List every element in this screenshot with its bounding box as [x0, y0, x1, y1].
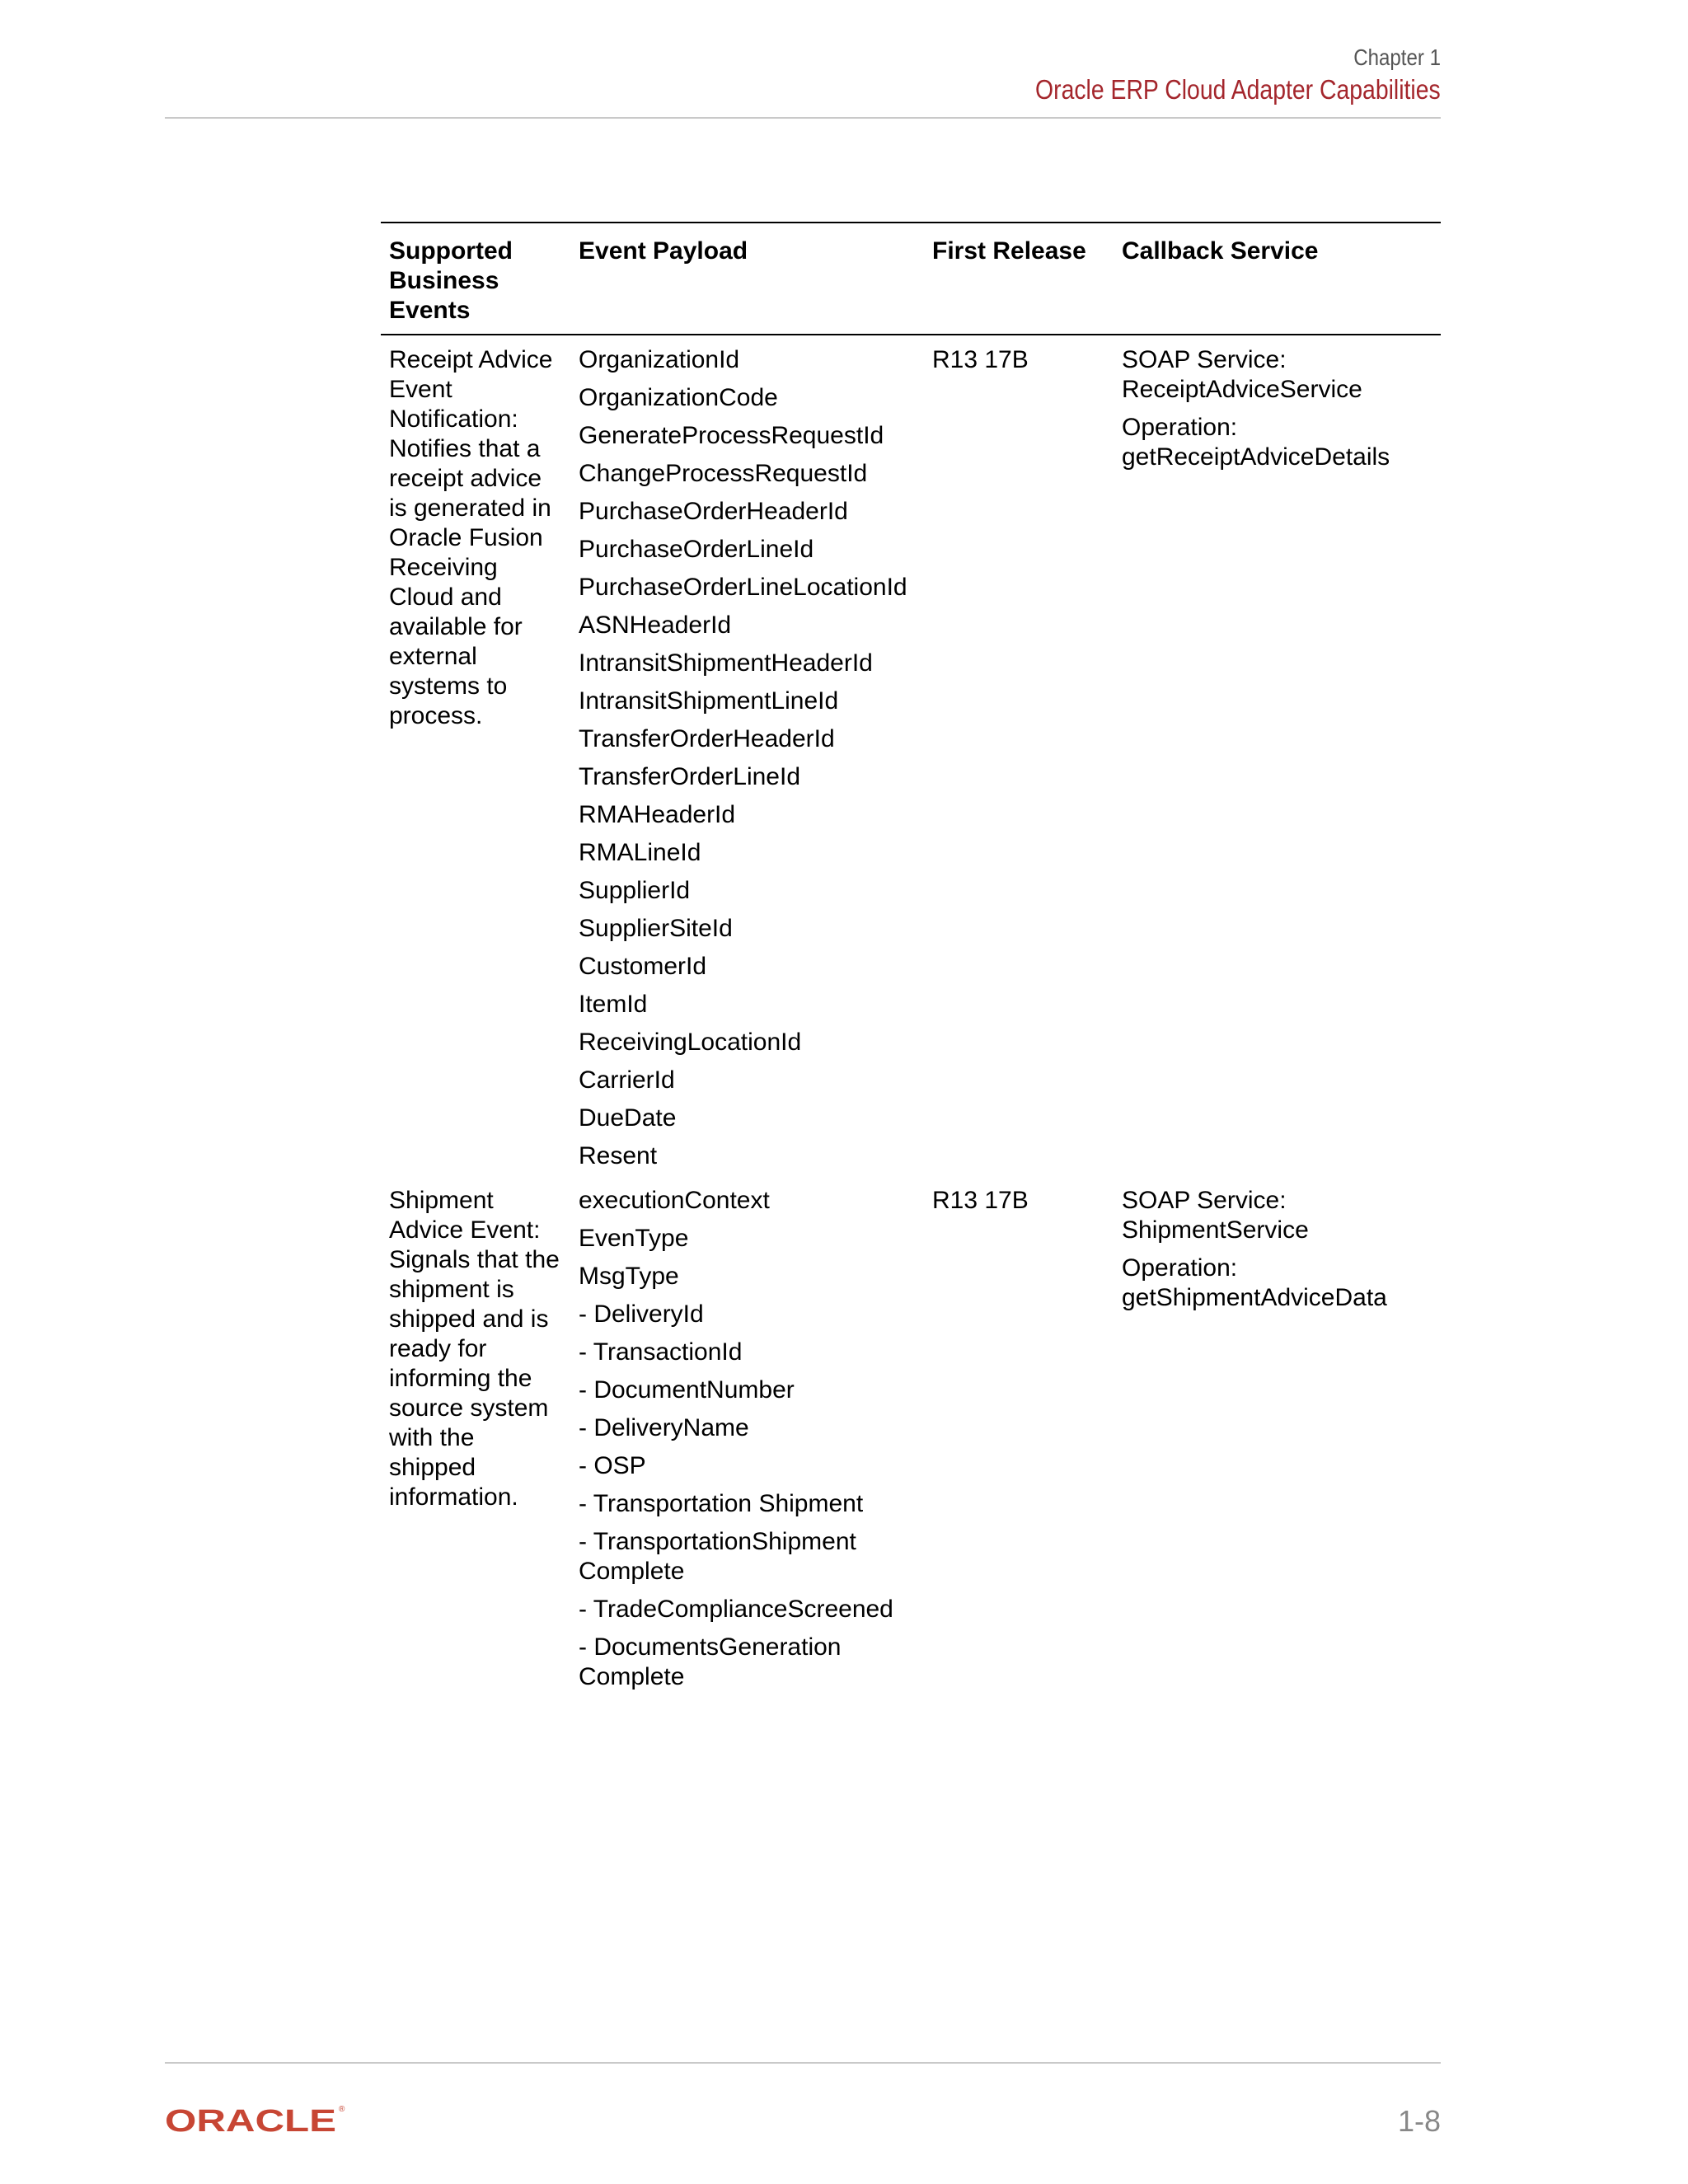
- payload-item: PurchaseOrderLineLocationId: [579, 574, 907, 601]
- event-description: Receipt Advice Event Notification: Notifies that a receipt advice is generated in Oracle Fusion Receiving Cloud and available for external systems to process.: [389, 346, 553, 729]
- callback-service-cell: [1114, 335, 1441, 1179]
- operation: [1122, 413, 1432, 472]
- payload-list: [579, 345, 916, 1171]
- first-release: R13 17B: [932, 346, 1029, 373]
- first-release: R13 17B: [932, 1187, 1029, 1214]
- payload-item: OrganizationId: [579, 346, 740, 373]
- column-header-events: Supported Business Events: [389, 237, 513, 324]
- column-header-release: First Release: [932, 237, 1086, 265]
- payload-item: TransferOrderLineId: [579, 763, 801, 790]
- table-row: [381, 335, 1441, 1179]
- soap-service-label: SOAP Service:: [1122, 346, 1287, 373]
- event-payload-cell: [570, 335, 924, 1179]
- payload-item: MsgType: [579, 1263, 679, 1290]
- table-row: [381, 1179, 1441, 1700]
- oracle-logo-text: ORACLE: [165, 2104, 336, 2136]
- payload-item: - TradeComplianceScreened: [579, 1596, 893, 1623]
- page-number: 1-8: [1397, 2104, 1441, 2138]
- chapter-label: Chapter 1: [1353, 45, 1441, 70]
- payload-item: SupplierSiteId: [579, 915, 733, 942]
- soap-service-label: SOAP Service:: [1122, 1187, 1287, 1214]
- payload-item: - Transportation Shipment: [579, 1490, 864, 1517]
- soap-service: [1122, 1186, 1432, 1245]
- payload-item: RMAHeaderId: [579, 801, 736, 828]
- footer-divider: [165, 2062, 1441, 2064]
- section-title: Oracle ERP Cloud Adapter Capabilities: [1035, 74, 1441, 105]
- payload-item: DueDate: [579, 1104, 677, 1132]
- payload-item: CustomerId: [579, 953, 707, 980]
- payload-item: PurchaseOrderLineId: [579, 536, 814, 563]
- event-description: Shipment Advice Event: Signals that the shipment is shipped and is ready for informing the source system with the shipped information.: [389, 1187, 560, 1511]
- payload-item: Resent: [579, 1142, 658, 1169]
- header-divider: [165, 117, 1441, 119]
- business-events-table: [381, 222, 1441, 1700]
- oracle-logo: [165, 2103, 348, 2136]
- operation-label: Operation:: [1122, 1254, 1238, 1282]
- table-header-row: [381, 223, 1441, 335]
- payload-item: ItemId: [579, 991, 648, 1018]
- operation: [1122, 1254, 1432, 1313]
- registered-mark: ®: [339, 2105, 345, 2114]
- payload-item: - TransportationShipment Complete: [579, 1528, 856, 1585]
- payload-list: [579, 1186, 916, 1692]
- payload-item: ChangeProcessRequestId: [579, 460, 868, 487]
- operation-name: getReceiptAdviceDetails: [1122, 443, 1390, 471]
- payload-item: OrganizationCode: [579, 384, 778, 411]
- payload-item: EvenType: [579, 1225, 689, 1252]
- soap-service: [1122, 345, 1432, 405]
- soap-service-name: ShipmentService: [1122, 1216, 1309, 1244]
- payload-item: - DeliveryId: [579, 1301, 704, 1328]
- payload-item: RMALineId: [579, 839, 701, 866]
- column-header-payload: Event Payload: [579, 237, 748, 265]
- payload-item: SupplierId: [579, 877, 691, 904]
- payload-item: - DocumentsGeneration Complete: [579, 1633, 842, 1690]
- payload-item: - TransactionId: [579, 1338, 743, 1366]
- payload-item: IntransitShipmentLineId: [579, 687, 839, 715]
- payload-item: CarrierId: [579, 1066, 675, 1094]
- payload-item: executionContext: [579, 1187, 770, 1214]
- payload-item: IntransitShipmentHeaderId: [579, 649, 873, 677]
- payload-item: PurchaseOrderHeaderId: [579, 498, 848, 525]
- payload-item: - OSP: [579, 1452, 646, 1479]
- event-payload-cell: [570, 1179, 924, 1700]
- callback-service-cell: [1114, 1179, 1441, 1700]
- payload-item: TransferOrderHeaderId: [579, 725, 835, 752]
- payload-item: ReceivingLocationId: [579, 1029, 802, 1056]
- payload-item: GenerateProcessRequestId: [579, 422, 884, 449]
- operation-label: Operation:: [1122, 414, 1238, 441]
- soap-service-name: ReceiptAdviceService: [1122, 376, 1362, 403]
- payload-item: - DocumentNumber: [579, 1376, 795, 1404]
- payload-item: ASNHeaderId: [579, 612, 732, 639]
- payload-item: - DeliveryName: [579, 1414, 749, 1441]
- operation-name: getShipmentAdviceData: [1122, 1284, 1387, 1311]
- column-header-callback: Callback Service: [1122, 237, 1319, 265]
